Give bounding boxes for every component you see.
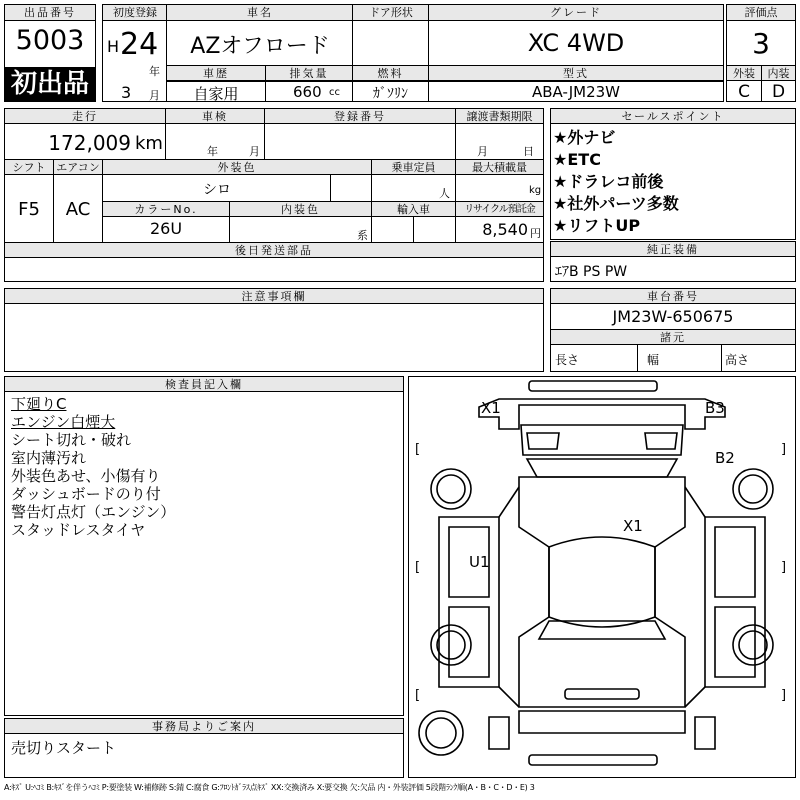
svg-text:[: [ (415, 442, 421, 457)
ext-color-label: 外装色 (103, 160, 371, 175)
lot-number-box (4, 4, 96, 102)
equipment-value: ｴｱB PS PW (555, 264, 628, 280)
inspector-line: 外装色あせ、小傷有り (11, 467, 161, 485)
score-box (726, 4, 796, 102)
sales-point-item: ★ドラレコ前後 (553, 172, 664, 191)
car-name: AZオフロード (190, 34, 330, 59)
height-label: 高さ (725, 353, 750, 367)
chassis-value: JM23W-650675 (612, 307, 734, 326)
inspection-year-unit: 年 (207, 145, 218, 158)
displacement-value: 660 (293, 83, 322, 101)
inspector-box (4, 376, 404, 716)
inspection-label: 車検 (166, 109, 264, 124)
office-box (4, 718, 404, 778)
history-label: 車歴 (167, 66, 265, 81)
lot-number-label: 出品番号 (5, 5, 95, 21)
first-reg-label: 初度登録 (103, 5, 167, 21)
inspector-line: シート切れ・破れ (11, 431, 132, 449)
fuel-value: ｶﾞｿﾘﾝ (373, 86, 408, 102)
fuel-label: 燃料 (353, 66, 428, 81)
model-label: 型式 (429, 66, 723, 81)
reg-number-label: 登録番号 (265, 109, 455, 124)
sales-point-item: ★外ナビ (553, 128, 616, 147)
svg-text:[: [ (415, 688, 421, 703)
score-value: 3 (752, 27, 770, 60)
month-unit: 月 (149, 89, 160, 102)
mileage-label: 走行 (5, 109, 165, 124)
int-color-unit: 系 (357, 229, 368, 242)
doc-label: 譲渡書類期限 (456, 109, 543, 124)
first-listing-text: 初出品 (10, 69, 89, 99)
equipment-box (550, 241, 796, 282)
doc-day-unit: 日 (523, 145, 534, 158)
vehicle-header-table (102, 4, 724, 102)
exterior-grade: C (738, 82, 750, 102)
history-value: 自家用 (193, 85, 239, 103)
office-value: 売切りスタート (11, 739, 117, 757)
reg-year: 24 (120, 27, 159, 62)
capacity-unit: 人 (439, 187, 450, 200)
shift-label: シフト (5, 160, 53, 175)
first-listing-badge (5, 67, 95, 101)
width-label: 幅 (647, 353, 660, 367)
mark-front-left: X1 (481, 399, 501, 417)
office-label: 事務局よりご案内 (5, 719, 403, 734)
exterior-label: 外装 (727, 66, 761, 81)
inspector-notes (11, 395, 175, 539)
interior-grade: D (771, 82, 786, 102)
inspector-line: ダッシュボードのり付 (11, 485, 161, 503)
import-label: 輸入車 (372, 202, 455, 217)
sales-point-item: ★リフトUP (553, 216, 641, 235)
inspection-month-unit: 月 (249, 145, 260, 158)
recycle-unit: 円 (530, 227, 541, 240)
inspector-label: 検査員記入欄 (5, 377, 403, 392)
score-label: 評価点 (727, 5, 795, 21)
car-diagram-box (408, 376, 796, 778)
color-no-value: 26U (149, 219, 183, 238)
sales-points-box (550, 108, 796, 240)
details-table (4, 108, 544, 282)
color-no-label: カラーNo. (103, 202, 229, 217)
mileage-unit: km (135, 133, 163, 154)
load-unit: kg (529, 185, 542, 196)
chassis-box (550, 288, 796, 372)
inspector-line: エンジン白煙大 (11, 413, 116, 431)
svg-text:]: ] (781, 688, 787, 703)
inspector-line: 下廻りC (11, 395, 67, 413)
grade-value: XC 4WD (527, 29, 625, 57)
svg-text:]: ] (781, 560, 787, 575)
era-label: H (107, 37, 120, 56)
ac-label: エアコン (54, 160, 102, 175)
door-label: ドア形状 (353, 5, 429, 21)
capacity-label: 乗車定員 (372, 160, 455, 175)
notes-box (4, 288, 544, 372)
load-label: 最大積載量 (456, 160, 543, 175)
legend: A:ｷｽﾞ U:ﾍｺﾐ B:ｷｽﾞを伴うﾍｺﾐ P:要塗装 W:補修跡 S:錆 C:腐食 G:ﾌﾛﾝﾄｶﾞﾗｽ点ｷｽﾞ XX:交換済み X:要交換 欠:欠品 内・外装評価 5段階ﾗﾝｸ順(A・B・C・D・E) 3 (4, 783, 535, 792)
lot-number: 5003 (15, 25, 85, 56)
shift-value: F5 (18, 199, 40, 220)
mark-front-right: B3 (705, 399, 725, 417)
car-diagram (409, 377, 795, 777)
ext-color-value: シロ (203, 182, 231, 198)
inspector-line: 警告灯点灯（エンジン） (11, 503, 176, 521)
sales-points-list (553, 127, 679, 237)
equipment-label: 純正装備 (551, 242, 795, 257)
recycle-value: 8,540 (482, 220, 528, 239)
displacement-unit: cc (329, 87, 340, 98)
inspector-line: スタッドレスタイヤ (11, 521, 146, 539)
sales-point-item: ★社外パーツ多数 (553, 194, 679, 213)
interior-label: 内装 (762, 66, 795, 81)
mark-left-side: U1 (469, 553, 490, 571)
ac-value: AC (65, 199, 91, 220)
mileage-value: 172,009 (48, 131, 131, 155)
reg-month: 3 (121, 83, 132, 102)
svg-text:[: [ (415, 560, 421, 575)
inspector-line: 室内薄汚れ (11, 449, 87, 467)
mark-roof: X1 (623, 517, 643, 535)
displacement-label: 排気量 (266, 66, 352, 81)
chassis-label: 車台番号 (551, 289, 795, 304)
svg-text:]: ] (781, 442, 787, 457)
specs-label: 諸元 (551, 330, 795, 345)
grade-label: グレード (429, 5, 723, 21)
car-name-label: 車名 (167, 5, 353, 21)
length-label: 長さ (555, 353, 580, 367)
sales-points-label: セールスポイント (551, 109, 795, 124)
doc-month-unit: 月 (477, 145, 488, 158)
mark-right-side: B2 (715, 449, 735, 467)
model-value: ABA-JM23W (531, 83, 620, 101)
sales-point-item: ★ETC (553, 150, 601, 169)
int-color-label: 内装色 (230, 202, 371, 217)
notes-label: 注意事項欄 (5, 289, 543, 304)
year-unit: 年 (149, 65, 160, 78)
later-parts-label: 後日発送部品 (5, 243, 543, 258)
recycle-label: リサイクル預託金 (456, 202, 543, 217)
